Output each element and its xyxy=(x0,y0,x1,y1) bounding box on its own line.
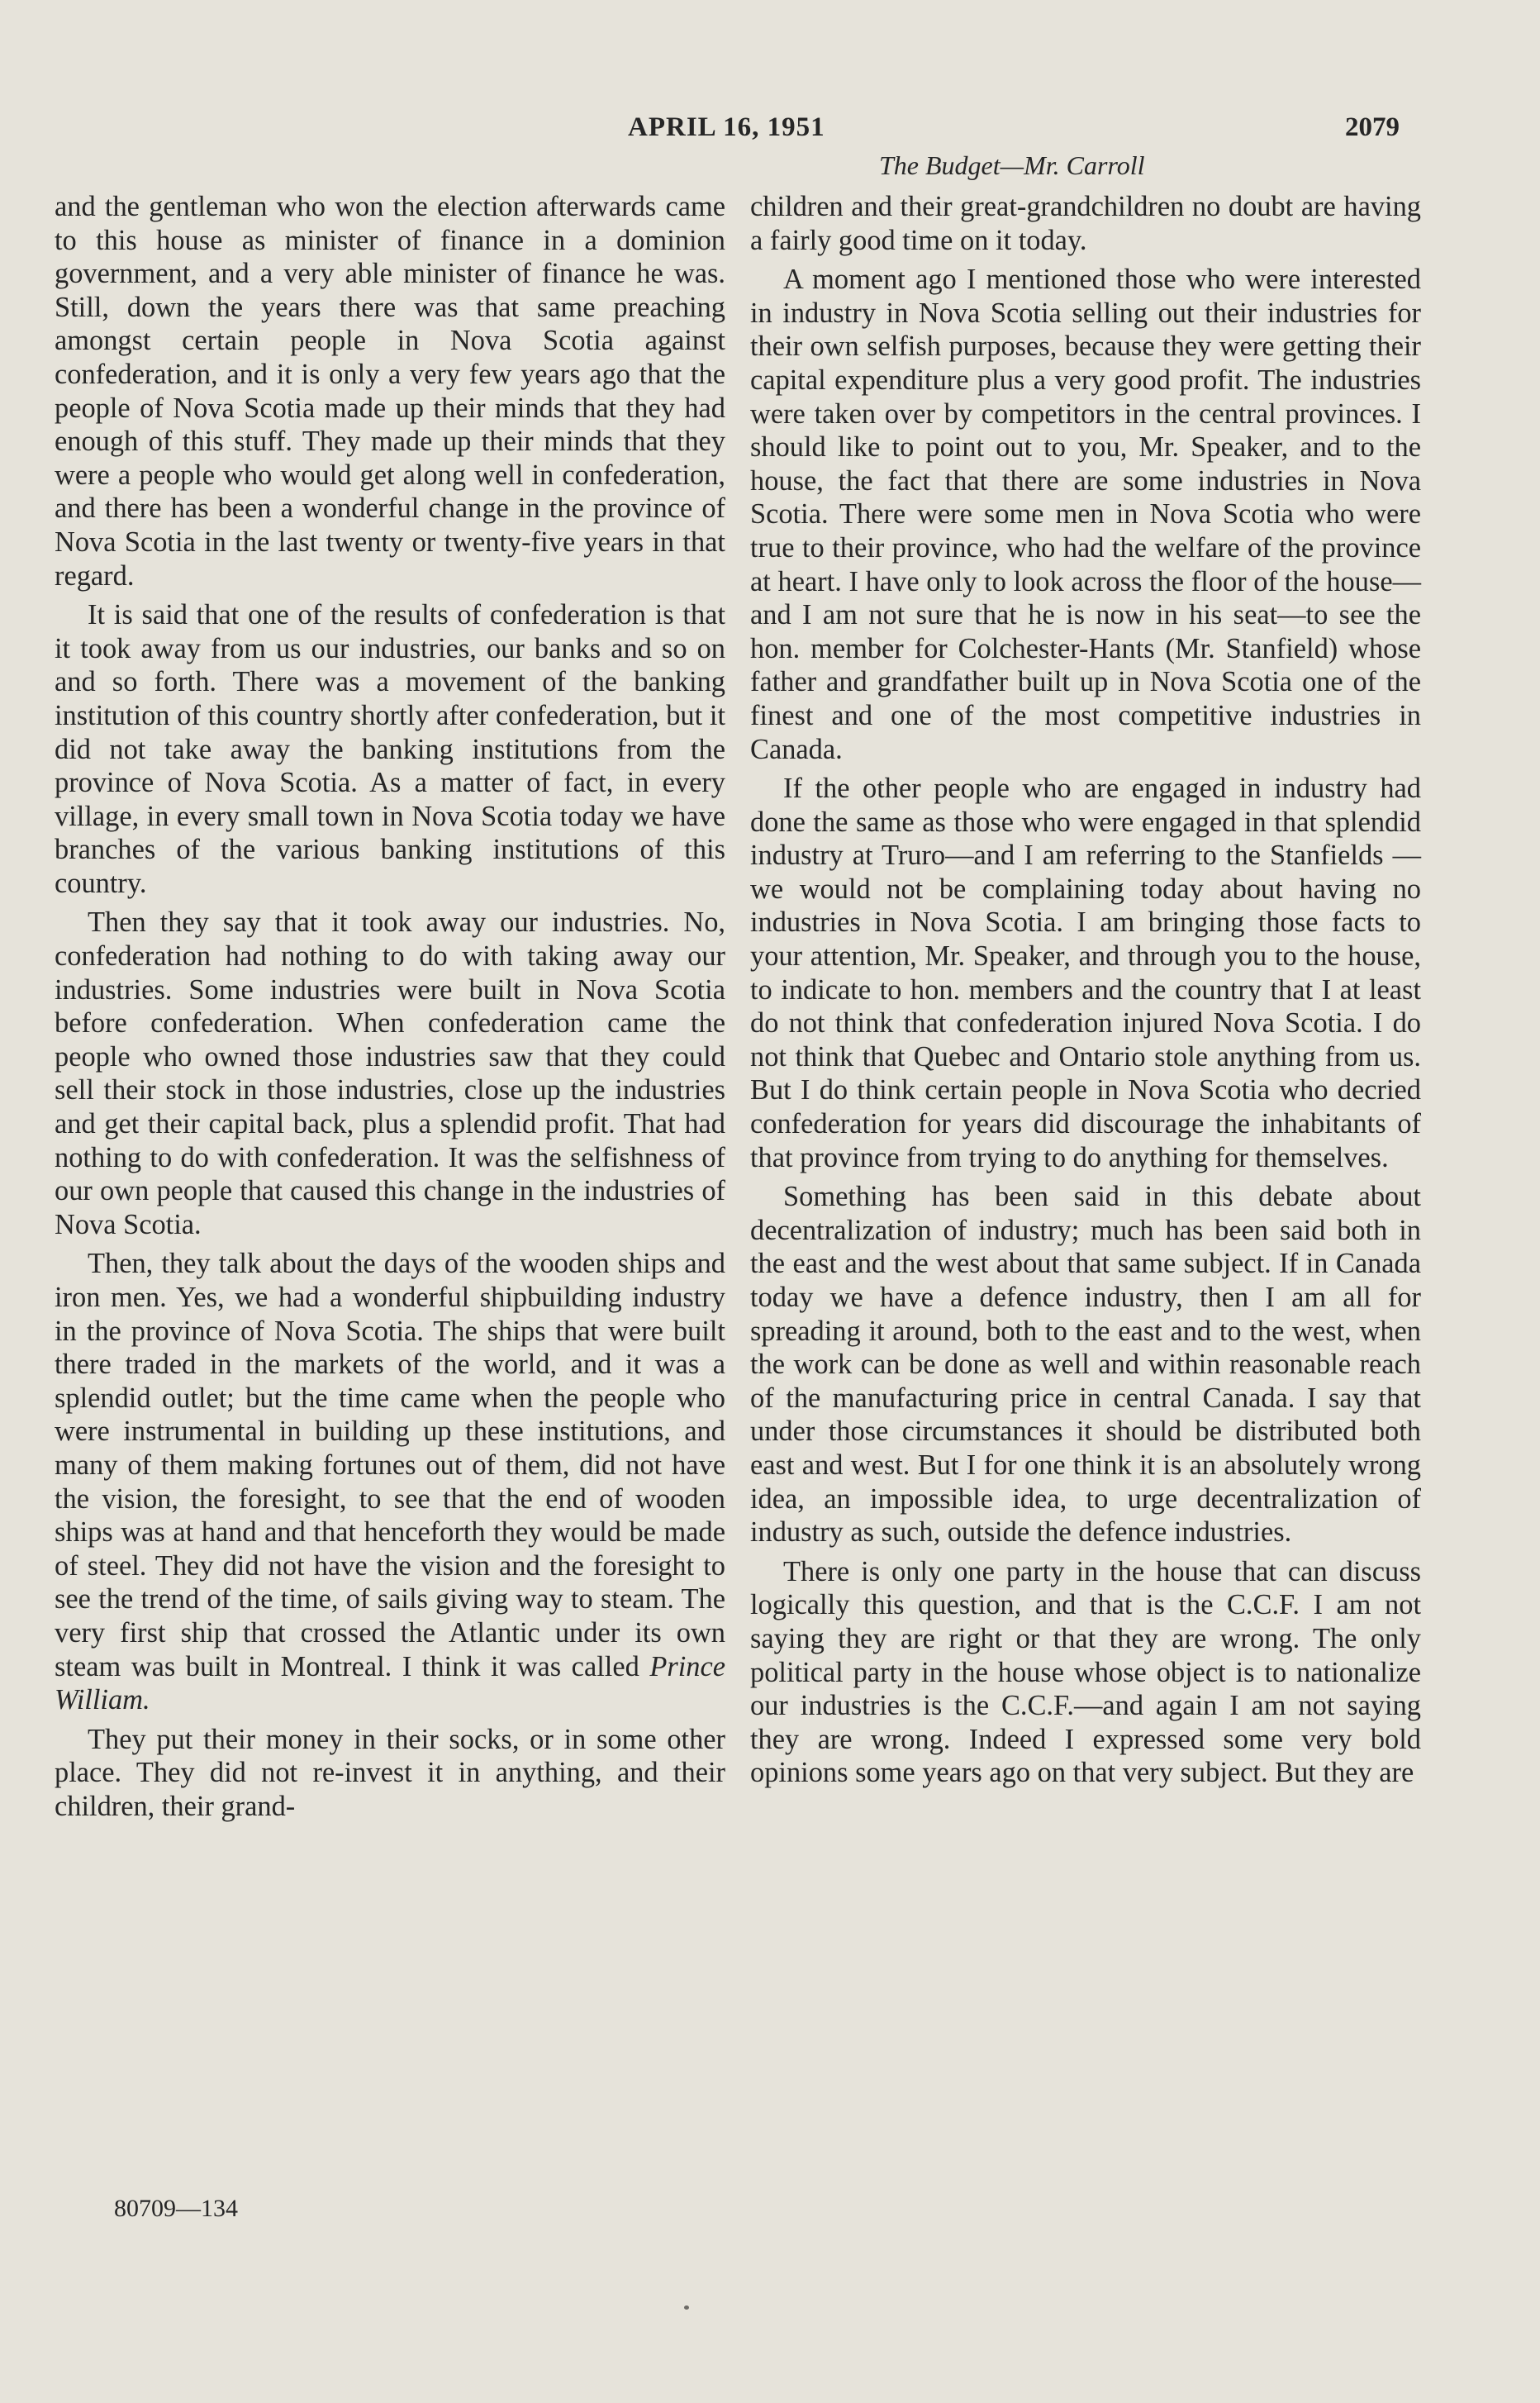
paragraph: Something has been said in this debate about decentralization of industry; much has been said both in the east and the west about that same subject. If in Canada today we have a defence industry, then I am all for spreading it around, both to the east and to the west, when the work can be done as well and within reasonable reach of the manufacturing price in central Canada. I say that under those circumstances it should be distributed both east and west. But I for one think it is an absolutely wrong idea, an impossible idea, to urge decentralization of industry as such, outside the defence industries. xyxy=(750,1181,1421,1549)
running-head: The Budget—Mr. Carroll xyxy=(879,150,1145,180)
paragraph: If the other people who are engaged in industry had done the same as those who were engaged in that splendid industry at Truro—and I am referring to the Stanfields —we would not be complaining today about having no industries in Nova Scotia. I am bringing those facts to your attention, Mr. Speaker, and through you to the house, to indicate to hon. members and the country that I at least do not think that confederation injured Nova Scotia. I do not think that Quebec and Ontario stole anything from us. But I do think certain people in Nova Scotia who decried confederation for years did discourage the inhabitants of that province from trying to do anything for themselves. xyxy=(750,773,1421,1173)
paragraph: children and their great-grandchildren no doubt are having a fairly good time on it today. xyxy=(750,191,1421,256)
paragraph: and the gentleman who won the election afterwards came to this house as minister of finance in a dominion government, and a very able minister of finance he was. Still, down the years there was that same preaching amongst certain people in Nova Scotia against confederation, and it is only a very few years ago that the people of Nova Scotia made up their minds that they had enough of this stuff. They made up their minds that they were a people who would get along well in confederation, and there has been a wonderful change in the province of Nova Scotia in the last twenty or twenty-five years in that regard. xyxy=(55,191,725,592)
paragraph xyxy=(55,1247,725,1716)
ship-name: Prince William. xyxy=(55,1650,725,1716)
paragraph-text: Then, they talk about the days of the wooden ships and iron men. Yes, we had a wonderful shipbuilding industry in the province of Nova Scotia. The ships that were built there traded in the markets of the world, and it was a splendid outlet; but the time came when the people who were instrumental in building up these institutions, and many of them making fortunes out of them, did not have the vision, the foresight, to see that the end of wooden ships was at hand and that henceforth they would be made of steel. They did not have the vision and the foresight to see the trend of the time, of sails giving way to steam. The very first ship that crossed the Atlantic under its own steam was built in Montreal. I think it was called xyxy=(55,1248,725,1682)
ink-speck xyxy=(684,2305,689,2310)
page-number: 2079 xyxy=(1345,112,1400,142)
footer-code: 80709—134 xyxy=(114,2195,238,2222)
paragraph: It is said that one of the results of confederation is that it took away from us our industries, our banks and so on and so forth. There was a movement of the banking institution of this country shortly after confederation, but it did not take away the banking institutions from the province of Nova Scotia. As a matter of fact, in every village, in every small town in Nova Scotia today we have branches of the various banking institutions of this country. xyxy=(55,599,725,899)
paragraph: A moment ago I mentioned those who were interested in industry in Nova Scotia selling out their industries for their own selfish purposes, because they were getting their capital expenditure plus a very good profit. The industries were taken over by competitors in the central provinces. I should like to point out to you, Mr. Speaker, and to the house, the fact that there are some industries in Nova Scotia. There were some men in Nova Scotia who were true to their province, who had the welfare of the province at heart. I have only to look across the floor of the house—and I am not sure that he is now in his seat—to see the hon. member for Colchester-Hants (Mr. Stanfield) whose father and grandfather built up in Nova Scotia one of the finest and one of the most competitive industries in Canada. xyxy=(750,264,1421,765)
right-column xyxy=(750,190,1421,1796)
header-date: APRIL 16, 1951 xyxy=(628,112,825,142)
paragraph: Then they say that it took away our industries. No, confederation had nothing to do with taking away our industries. Some industries were built in Nova Scotia before confederation. When confederation came the people who owned those industries saw that they could sell their stock in those industries, close up the industries and get their capital back, plus a splendid profit. That had nothing to do with confederation. It was the selfishness of our own people that caused this change in the industries of Nova Scotia. xyxy=(55,906,725,1240)
left-column xyxy=(55,190,725,1830)
paragraph: There is only one party in the house that can discuss logically this question, and that is the C.C.F. I am not saying they are right or that they are wrong. The only political party in the house whose object is to nationalize our industries is the C.C.F.—and again I am not saying they are wrong. Indeed I expressed some very bold opinions some years ago on that very subject. But they are xyxy=(750,1555,1421,1789)
paragraph: They put their money in their socks, or in some other place. They did not re-invest it in anything, and their children, their grand- xyxy=(55,1723,725,1822)
